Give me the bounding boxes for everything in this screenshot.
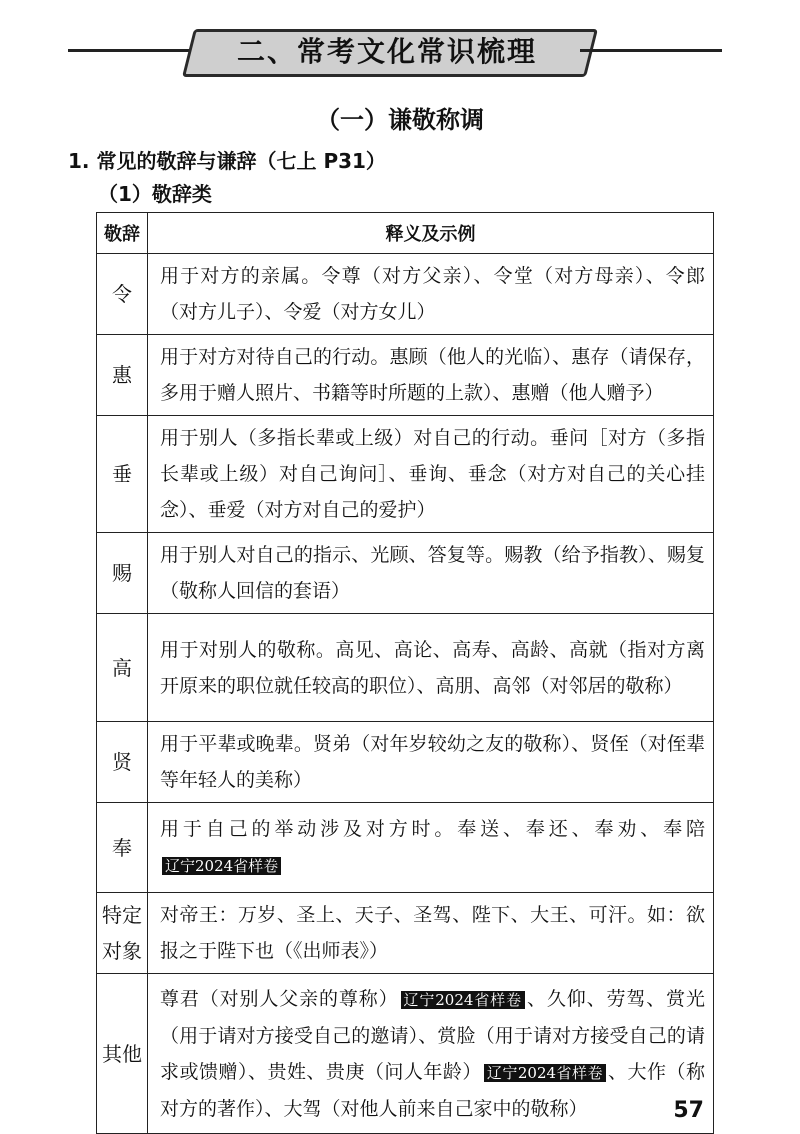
table-row [97,254,714,335]
term-cell: 垂 [97,416,148,533]
description-cell [148,974,714,1134]
description-cell [148,533,714,614]
description-cell [148,254,714,335]
table-row [97,614,714,722]
term-cell: 赐 [97,533,148,614]
term-cell: 高 [97,614,148,722]
description-text: 、久仰、劳驾、赏光（用于请对方接受自己的邀请）、赏脸（用于请对方接受自己的请求或馈赠）、贵姓、贵庚（问人年龄） [160,987,705,1083]
table-header-row [97,213,714,254]
banner-rule-right [580,49,722,52]
description-cell [148,893,714,974]
honorifics-table [96,212,714,1134]
description-text: 用于对别人的敬称。高见、高论、高寿、高龄、高就（指对方离开原来的职位就任较高的职位）、高朋、高邻（对邻居的敬称） [160,638,705,697]
table-row [97,803,714,893]
description-text: 用于对方对待自己的行动。惠顾（他人的光临）、惠存（请保存，多用于赠人照片、书籍等时所题的上款）、惠赠（他人赠予） [160,346,705,404]
header-term: 敬辞 [97,213,148,254]
heading-level-1: 1. 常见的敬辞与谦辞（七上 P31） [68,149,386,173]
term-cell: 奉 [97,803,148,893]
table-row [97,974,714,1134]
exam-source-tag: 辽宁2024省样卷 [484,1064,606,1082]
term-cell: 其他 [97,974,148,1134]
description-text: 用于别人对自己的指示、光顾、答复等。赐教（给予指教）、赐复（敬称人回信的套语） [160,544,705,602]
table-row [97,335,714,416]
description-text: 用于别人（多指长辈或上级）对自己的行动。垂问［对方（多指长辈或上级）对自己询问］、垂询、垂念（对方对自己的关心挂念）、垂爱（对方对自己的爱护） [160,427,705,521]
description-text: 对帝王：万岁、圣上、天子、圣驾、陛下、大王、可汗。如：欲报之于陛下也（《出师表》） [160,904,705,962]
table-row [97,416,714,533]
description-cell [148,803,714,893]
heading-level-2: （1）敬辞类 [98,182,212,206]
exam-source-tag: 辽宁2024省样卷 [162,857,281,875]
description-text: 用于对方的亲属。令尊（对方父亲）、令堂（对方母亲）、令郎（对方儿子）、令爱（对方女儿） [160,265,705,323]
description-cell [148,614,714,722]
term-cell: 贤 [97,722,148,803]
description-text: 用于自己的举动涉及对方时。奉送、奉还、奉劝、奉陪 [160,818,705,840]
table-body [97,254,714,1134]
description-text: 用于平辈或晚辈。贤弟（对年岁较幼之友的敬称）、贤侄（对侄辈等年轻人的美称） [160,733,705,791]
table-row [97,893,714,974]
term-cell: 特定对象 [97,893,148,974]
term-cell: 令 [97,254,148,335]
chapter-title: 二、常考文化常识梳理 [236,35,537,68]
section-title: （一）谦敬称调 [316,106,484,134]
table-row [97,722,714,803]
exam-source-tag: 辽宁2024省样卷 [401,991,525,1009]
chapter-banner [0,22,800,78]
description-text: 尊君（对别人父亲的尊称） [160,987,399,1010]
banner-rule-left [68,49,196,52]
description-cell [148,335,714,416]
table-row [97,533,714,614]
term-cell: 惠 [97,335,148,416]
description-cell [148,416,714,533]
description-text: 、大作（称对方的著作）、大驾（对他人前来自己家中的敬称） [160,1060,705,1120]
page-number: 57 [673,1098,704,1123]
header-description: 释义及示例 [148,213,714,254]
description-cell [148,722,714,803]
